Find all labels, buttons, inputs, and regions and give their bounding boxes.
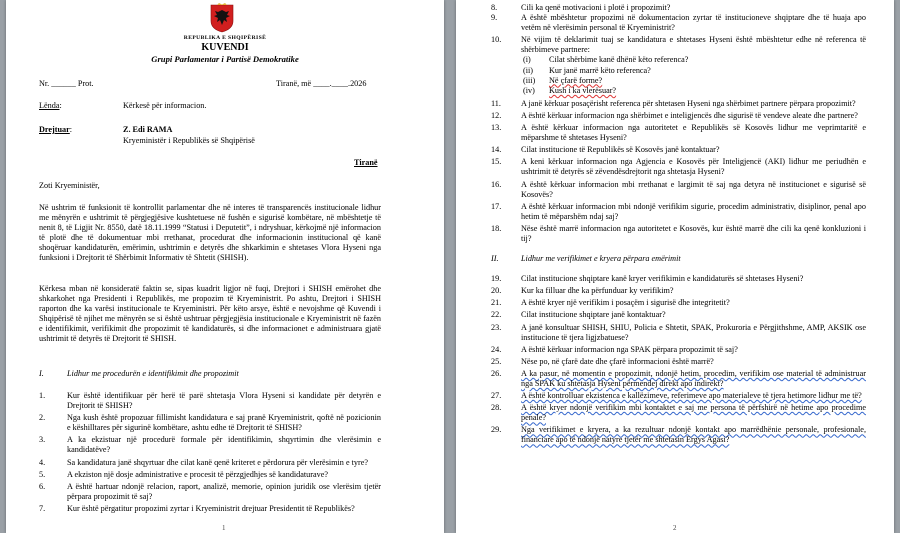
subject-label: Lënda: <box>39 101 62 110</box>
list-item: 16. A është kërkuar informacion mbi rrethanat e largimit të saj nga detyra në institucionet e sigurisë së Kosovës? <box>491 179 866 199</box>
questions-list-page-1 <box>39 391 381 514</box>
page-number: 1 <box>222 524 226 532</box>
sub-list-item: (ii) Kur janë marrë këto referenca? <box>523 65 651 75</box>
list-item: 15. A keni kërkuar informacion nga Agjencia e Kosovës për Inteligjencë (AKI) lidhur me periudhën e ushtrimit të detyrës së zëvendësdrejtorit nga shtetasja Hyseni? <box>491 157 866 177</box>
list-item: 12. A është kërkuar informacion nga shërbimet e inteligjencës dhe sigurisë të vendeve aleate dhe partnere? <box>491 110 858 120</box>
list-item: 26. A ka pasur, në momentin e propozimit, ndonjë hetim, procedim, verifikim ose material të administruar nga SPAK ku shtetasja Hyseni përmendej direkt apo indirekt? <box>491 368 866 388</box>
list-item: 10. Në vijim të deklarimit tuaj se kandidatura e shtetases Hyseni është mbështetur edhe në referenca të shërbimeve partnere: <box>491 35 866 55</box>
page-number: 2 <box>673 524 677 532</box>
republic-heading: REPUBLIKA E SHQIPËRISË <box>183 35 267 41</box>
list-item: 17. A është kërkuar informacion mbi ndonjë verifikim sigurie, procedim administrativ, disiplinor, penal apo hetim të mëparshëm ndaj saj? <box>491 201 866 221</box>
paragraph-1: Në ushtrim të funksionit të kontrollit parlamentar dhe në interes të transparencës institucionale lidhur me mënyrën e ushtrimit të përgjegjësive kushtetuese në fushën e sigurisë kombëtare, në mbështetje të nenit 8, të Ligjit Nr. 8550, datë 18.11.1999 “Statusi i Deputetit”, i ndryshuar, kërkojmë një informacion të plotë dhe të dokumentuar mbi rrethanat, procedurat dhe informacionin institucional që kanë shoqëruar kandidaturën, emërimin, ushtrimin e detyrës dhe shkarkimin e shtetases Vlora Hyseni nga funksioni i Drejtorit të Shërbimit Informativ të Shtetit (SHISH). <box>39 203 381 263</box>
section-1-heading: I. Lidhur me procedurën e identifikimit dhe propozimit <box>39 369 239 378</box>
section-2-heading: II. Lidhur me verifikimet e kryera përpara emërimit <box>491 254 681 264</box>
parliament-heading: KUVENDI <box>201 42 249 53</box>
list-item: 6. A është hartuar ndonjë relacion, raport, analizë, memorie, opinion juridik ose vlerësim tjetër përpara propozimit të saj? <box>39 481 381 501</box>
list-item: 4. Sa kandidatura janë shqyrtuar dhe cilat kanë qenë kriteret e përdorura për vlerësimin e tyre? <box>39 457 368 467</box>
list-item: 3. A ka ekzistuar një procedurë formale për identifikimin, shqyrtimin dhe vlerësimin e kandidatëve? <box>39 435 381 455</box>
list-item: 7. Kur është përgatitur propozimi zyrtar i Kryeministrit drejtuar Presidentit të Republikës? <box>39 503 355 513</box>
addressee-title: Kryeministër i Republikës së Shqipërisë <box>123 136 255 145</box>
list-item: 2. Nga kush është propozuar fillimisht kandidatura e saj pranë Kryeministrit, qoftë në pozicionin e këshilltares për sigurinë kombëtare, ashtu edhe të Drejtorit të SHISH? <box>39 413 381 433</box>
list-item: 13. A është kërkuar informacion nga autoritetet e Republikës së Kosovës lidhur me veprimtaritë e mëparshme të shtetases Hyseni? <box>491 123 866 143</box>
list-item: 8. Cili ka qenë motivacioni i plotë i propozimit? <box>491 3 671 12</box>
place-date: Tiranë, më ____.____.2026 <box>276 79 367 88</box>
list-item: 1. Kur është identifikuar për herë të parë shtetasja Vlora Hyseni si kandidate për detyrën e Drejtorit të SHISH? <box>39 391 381 411</box>
list-item: 27. A është kontrolluar ekzistenca e kallëzimeve, referimeve apo materialeve të tjera hetimore lidhur me të? <box>491 391 862 401</box>
list-item: 5. A ekziston një dosje administrative e procesit të përzgjedhjes së kandidaturave? <box>39 469 328 479</box>
list-item: 21. A është kryer një verifikim i posaçëm i sigurisë dhe integritetit? <box>491 298 730 308</box>
questions-list-page-2 <box>491 3 866 446</box>
list-item: 23. A janë konsultuar SHISH, SHIU, Policia e Shtetit, SPAK, Prokuroria e Përgjithshme, AMP, AKSIK ose institucione të tjera ligjzbatuese? <box>491 322 866 342</box>
addressee-label: Drejtuar: <box>39 125 73 134</box>
list-item: 19. Cilat institucione shqiptare kanë kryer verifikimin e kandidaturës së shtetases Hyseni? <box>491 274 804 284</box>
list-item: 25. Nëse po, në çfarë date dhe çfarë informacioni është marrë? <box>491 356 714 366</box>
list-item: 14. Cilat institucione të Republikës së Kosovës janë kontaktuar? <box>491 145 720 155</box>
sub-list-item: (iv) Kush i ka vlerësuar? <box>523 85 617 95</box>
document-page-2 <box>456 0 894 533</box>
sub-list-item: (i) Cilat shërbime kanë dhënë këto referenca? <box>523 55 689 65</box>
salutation: Zoti Kryeministër, <box>39 181 100 190</box>
list-item: 20. Kur ka filluar dhe ka përfunduar ky verifikim? <box>491 286 674 296</box>
list-item: 11. A janë kërkuar posaçërisht referenca për shtetasen Hyseni nga shërbimet partnere përpara propozimit? <box>491 98 856 108</box>
sub-list-item: (iii) Në çfarë forme? <box>523 75 603 85</box>
addressee-name: Z. Edi RAMA <box>123 125 173 134</box>
group-heading: Grupi Parlamentar i Partisë Demokratike <box>151 54 299 64</box>
paragraph-2: Kërkesa mban në konsideratë faktin se, sipas kuadrit ligjor në fuqi, Drejtori i SHISH emërohet dhe shkarkohet nga Presidenti i Republikës, me propozim të Kryeministrit. Po ashtu, Drejtori i SHISH raporton dhe ka varësi institucionale te Kryeministri. Për këto arsye, është e nevojshme që Kuvendi i Shqipërisë të njihet me mënyrën se si është ushtruar përgjegjësia institucionale e Kryeministrit në fazën e identifikimit, verifikimit dhe propozimit të kandidaturës, si dhe informacionet e administruara gjatë ushtrimit të detyrës të Drejtorit të SHISH. <box>39 284 381 344</box>
document-page-1 <box>6 0 444 533</box>
list-item: 18. Nëse është marrë informacion nga autoritetet e Kosovës, kur është marrë dhe cili ka qenë konkluzioni i tij? <box>491 223 866 243</box>
list-item: 24. A është kërkuar informacion nga SPAK përpara propozimit të saj? <box>491 344 738 354</box>
albanian-eagle-emblem-icon <box>209 3 235 33</box>
reference-number: Nr. ______ Prot. <box>39 79 94 88</box>
list-item: 29. Nga verifikimet e kryera, a ka rezultuar ndonjë kontakt apo marrëdhënie personale, profesionale, financiare apo të ndonjë natyre tjetër me shtetasin Ergys Agasi? <box>491 425 866 445</box>
list-item: 22. Cilat institucione shqiptare janë kontaktuar? <box>491 310 666 320</box>
list-item: 28. A është kryer ndonjë verifikim mbi kontaktet e saj me persona të përfshirë në hetime apo procedime penale? <box>491 403 866 423</box>
subject-value: Kërkesë për informacion. <box>123 101 207 110</box>
city-label: Tiranë <box>354 158 378 167</box>
list-item: 9. A është mbështetur propozimi në dokumentacion zyrtar të institucioneve shqiptare dhe të huaja apo vetëm në vlerësimin personal të Kryeministrit? <box>491 13 866 33</box>
